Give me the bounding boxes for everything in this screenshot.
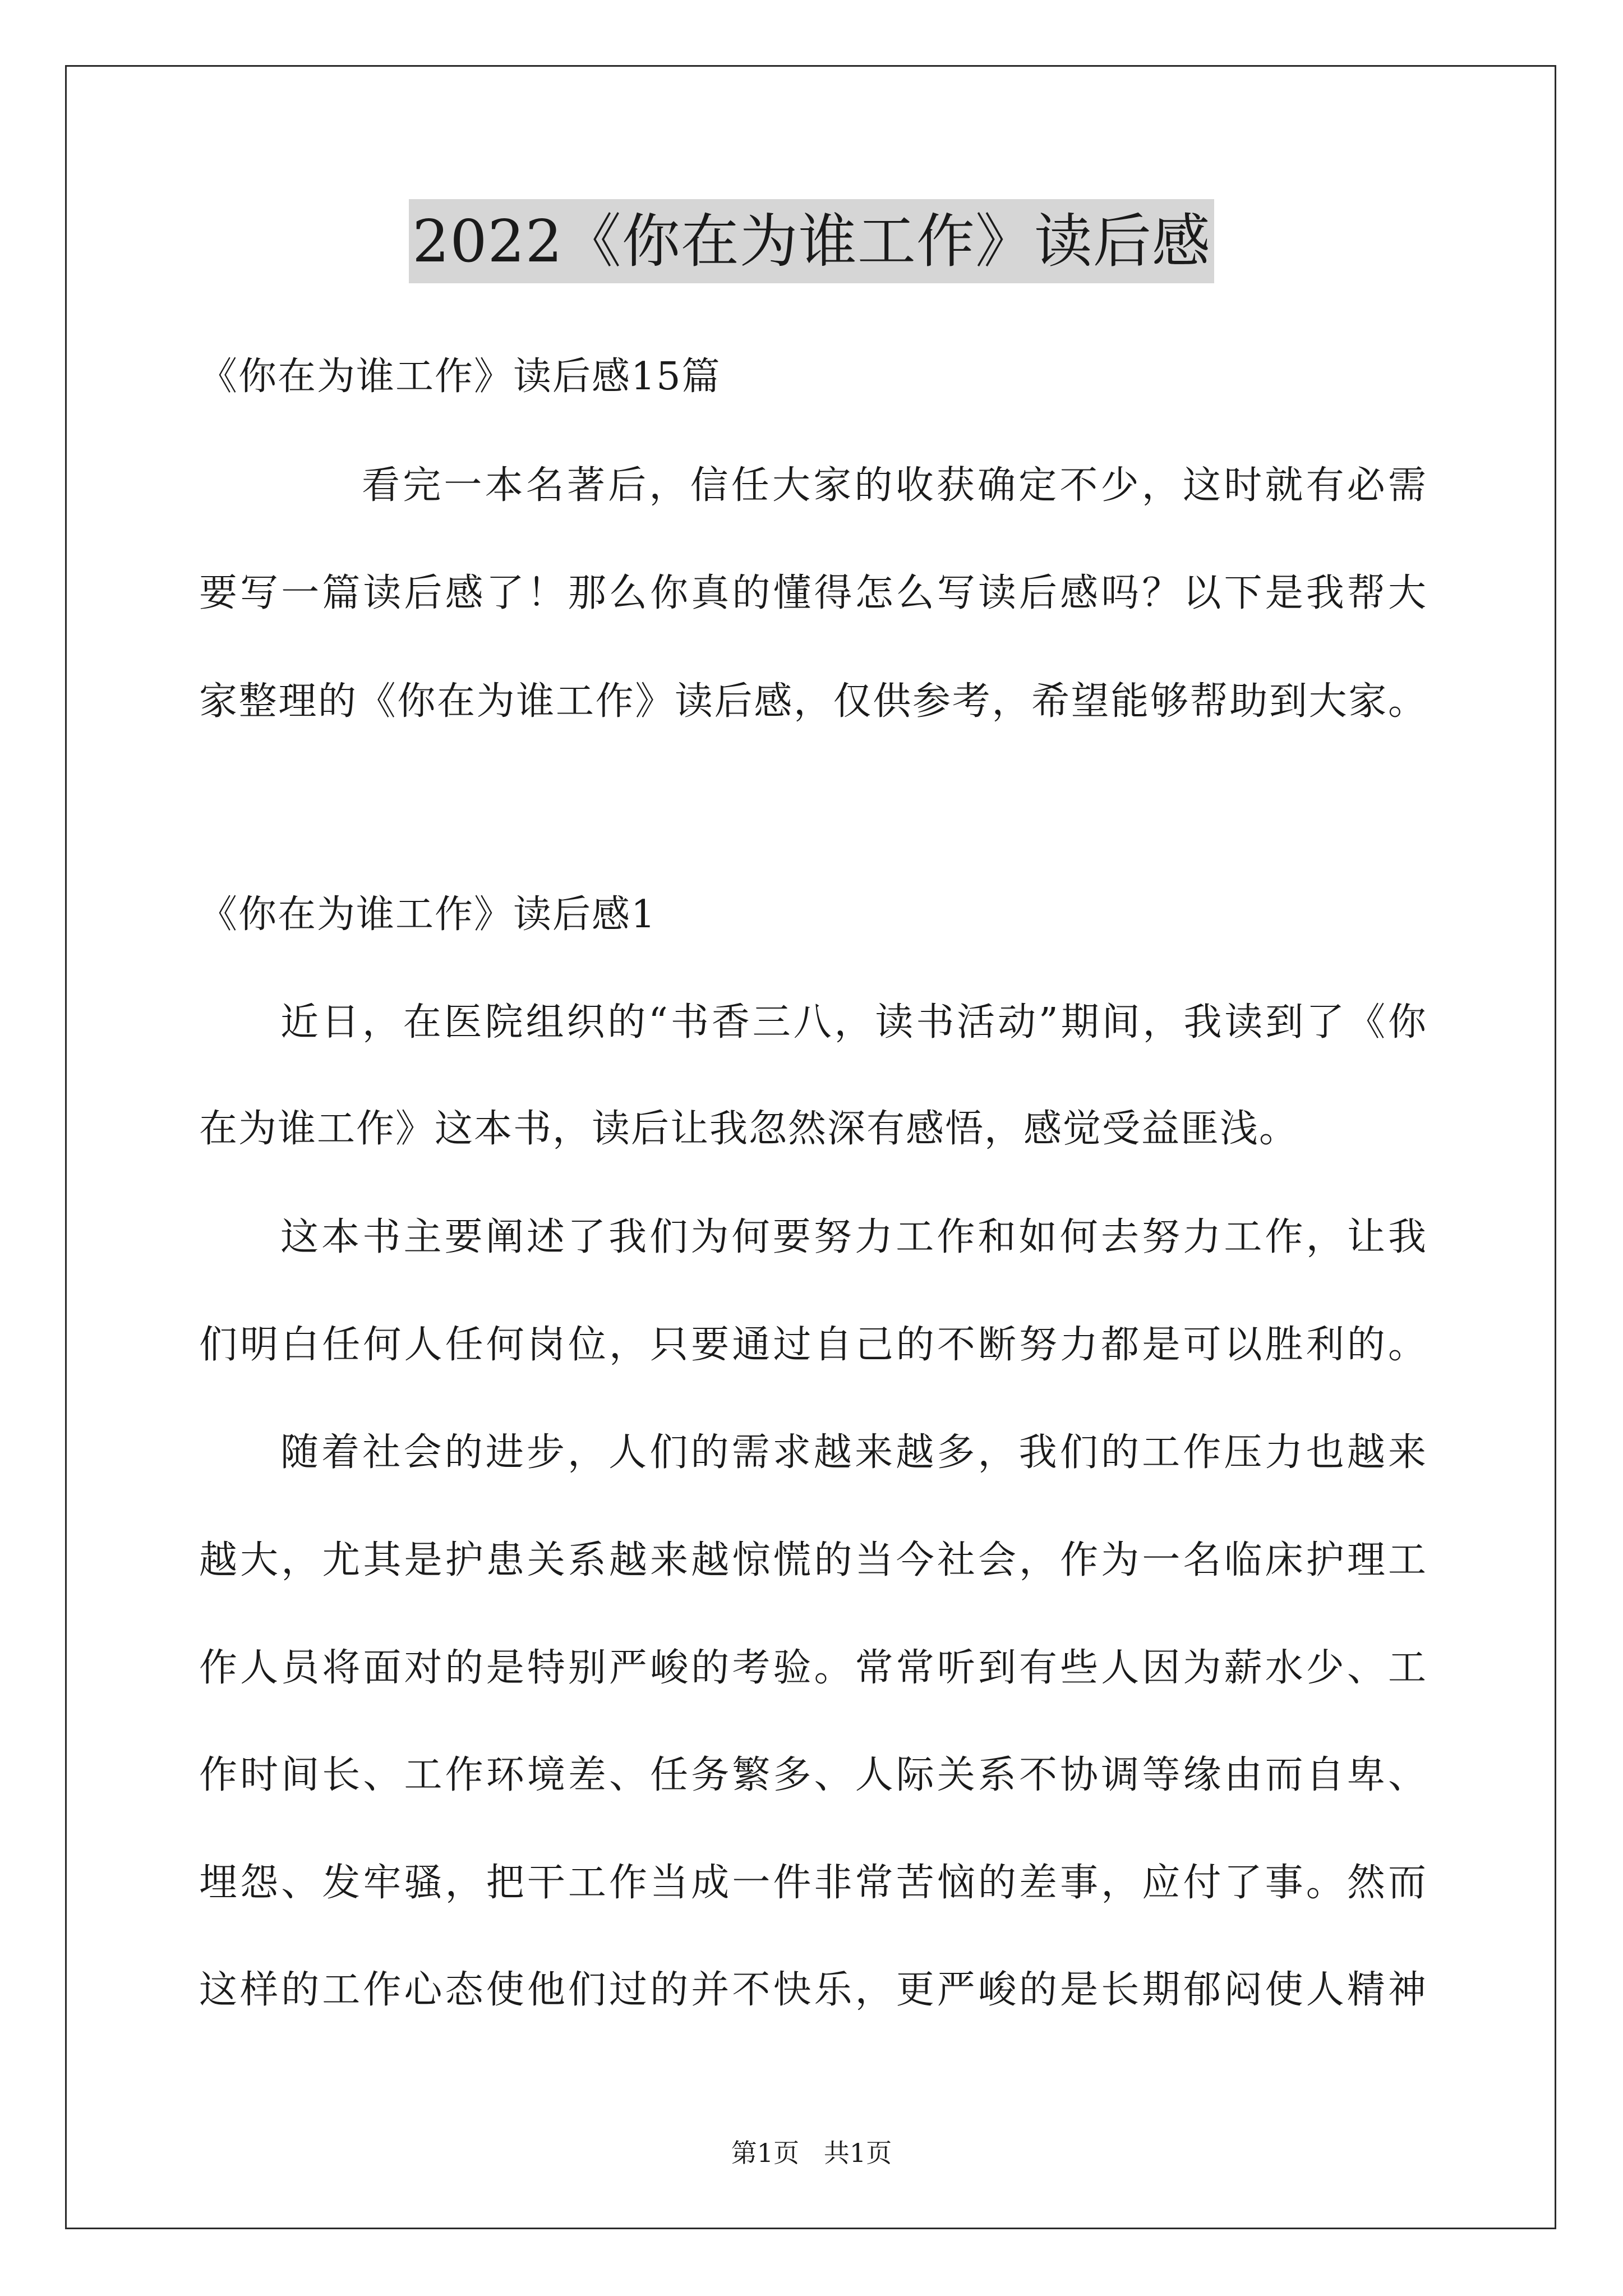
page-footer: 第1页 共1页 <box>731 2138 892 2168</box>
paragraph2-line-2: 们明白任何人任何岗位，只要通过自己的不断努力都是可以胜利的。 <box>199 1323 1427 1367</box>
intro-line-3: 家整理的《你在为谁工作》读后感，仅供参考，希望能够帮助到大家。 <box>199 679 1427 724</box>
paragraph3-line-6: 这样的工作心态使他们过的并不快乐，更严峻的是长期郁闷使人精神 <box>199 1968 1427 2012</box>
paragraph1-line-2: 在为谁工作》这本书，读后让我忽然深有感悟，感觉受益匪浅。 <box>199 1107 1299 1151</box>
intro-line-1: 看完一本名著后，信任大家的收获确定不少，这时就有必需 <box>362 463 1427 508</box>
paragraph3-line-5: 埋怨、发牢骚，把干工作当成一件非常苦恼的差事，应付了事。然而 <box>199 1861 1427 1905</box>
document-title: 2022《你在为谁工作》读后感 <box>409 199 1214 283</box>
paragraph2-line-1: 这本书主要阐述了我们为何要努力工作和如何去努力工作，让我 <box>280 1215 1427 1259</box>
paragraph3-line-4: 作时间长、工作环境差、任务繁多、人际关系不协调等缘由而自卑、 <box>199 1753 1427 1797</box>
paragraph3-line-3: 作人员将面对的是特别严峻的考验。常常听到有些人因为薪水少、工 <box>199 1646 1427 1690</box>
paragraph3-line-2: 越大，尤其是护患关系越来越惊慌的当今社会，作为一名临床护理工 <box>199 1538 1427 1582</box>
intro-line-2: 要写一篇读后感了！那么你真的懂得怎么写读后感吗？以下是我帮大 <box>199 571 1427 615</box>
paragraph1-line-1: 近日，在医院组织的“书香三八，读书活动”期间，我读到了《你 <box>280 1000 1427 1045</box>
paragraph3-line-1: 随着社会的进步，人们的需求越来越多，我们的工作压力也越来 <box>280 1430 1427 1475</box>
section-heading: 《你在为谁工作》读后感1 <box>199 892 657 937</box>
document-subtitle: 《你在为谁工作》读后感15篇 <box>199 355 721 399</box>
title-container <box>0 199 1623 283</box>
